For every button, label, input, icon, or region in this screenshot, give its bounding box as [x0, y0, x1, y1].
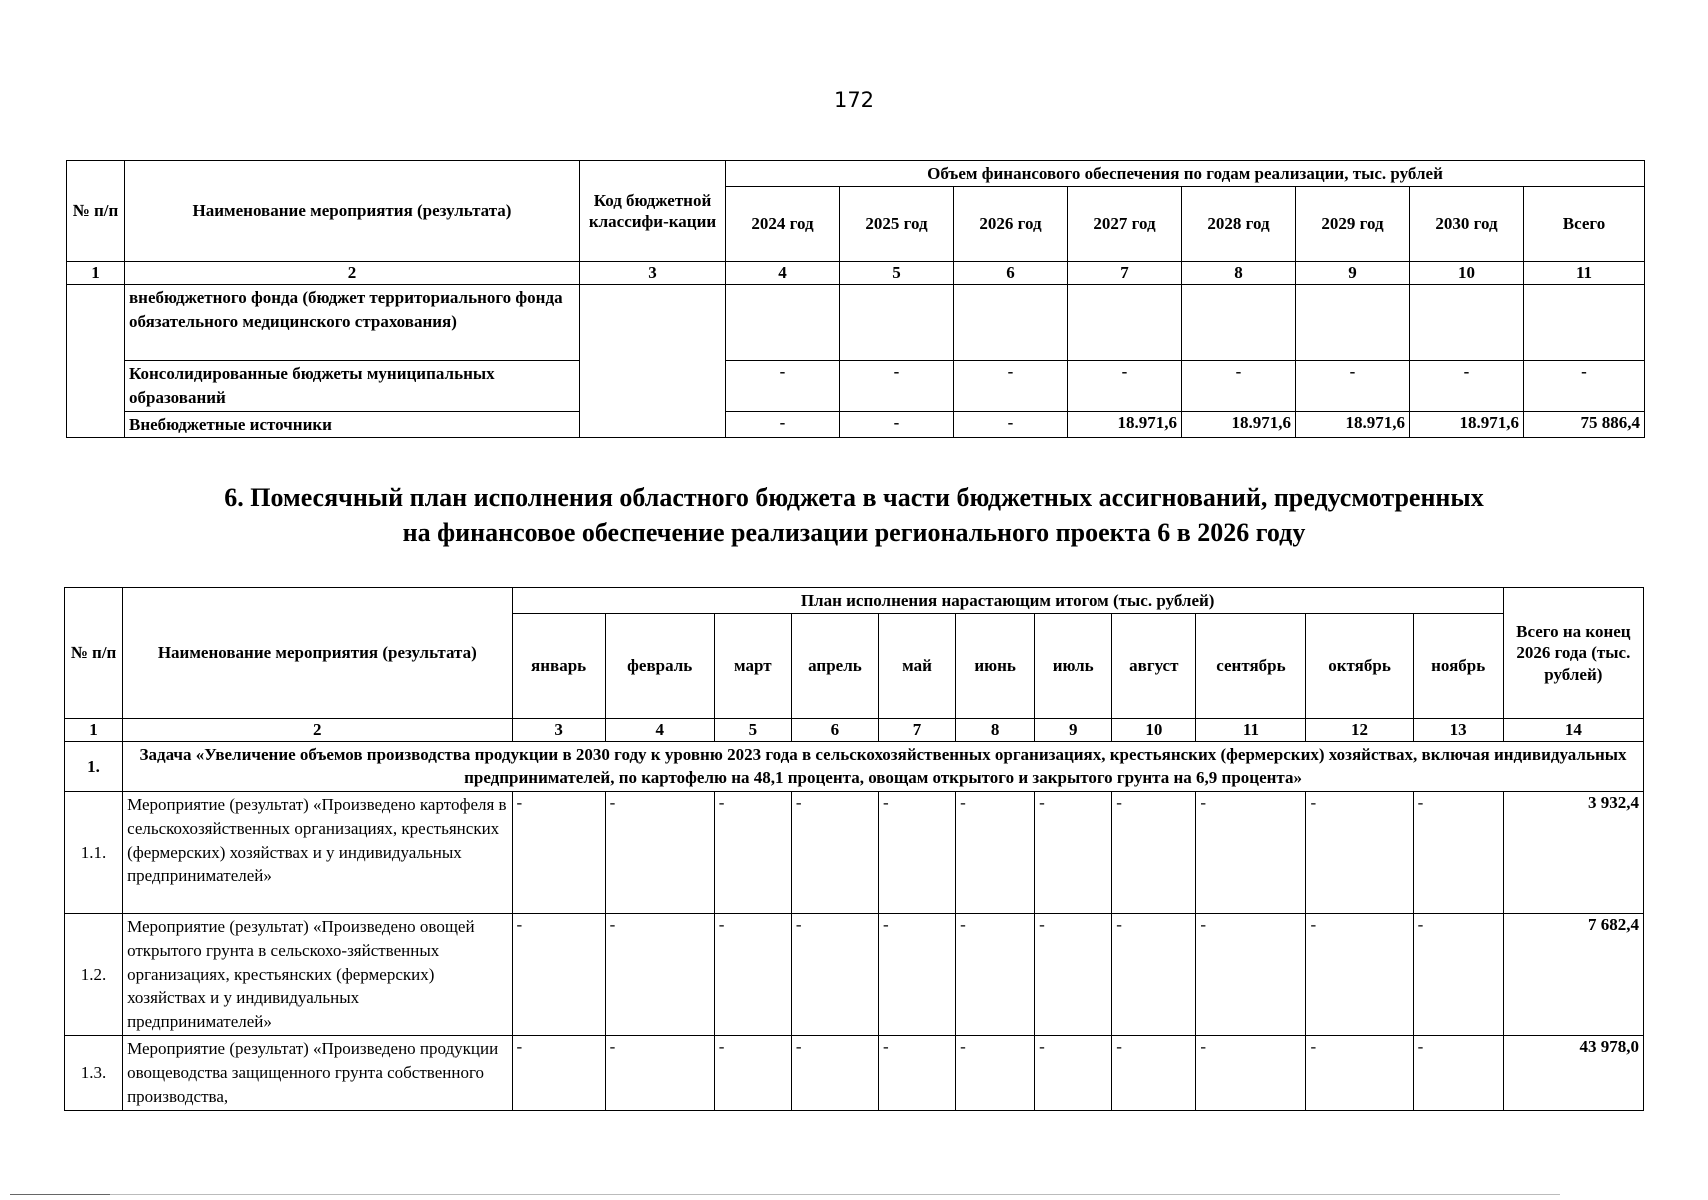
column-number: 3	[512, 719, 605, 742]
table-row	[65, 1036, 1644, 1111]
header-month: июль	[1035, 614, 1112, 719]
month-cell: -	[878, 792, 955, 914]
header-name: Наименование мероприятия (результата)	[123, 588, 512, 719]
month-cell: -	[1035, 1036, 1112, 1111]
column-number: 5	[714, 719, 791, 742]
header-year: 2029 год	[1296, 187, 1410, 262]
month-cell: -	[714, 914, 791, 1036]
month-cell: -	[956, 914, 1035, 1036]
table-row	[65, 792, 1644, 914]
code-cell	[580, 285, 726, 438]
column-number: 9	[1035, 719, 1112, 742]
value-cell	[954, 285, 1068, 361]
header-num: № п/п	[67, 161, 125, 262]
header-year: 2026 год	[954, 187, 1068, 262]
month-cell: -	[1112, 1036, 1196, 1111]
row-name: Мероприятие (результат) «Произведено продукции овощеводства защищенного грунта собственного производства,	[123, 1036, 512, 1111]
value-cell: 18.971,6	[1182, 411, 1296, 438]
row-name: внебюджетного фонда (бюджет территориального фонда обязательного медицинского страхования)	[125, 285, 580, 361]
row-number: 1.2.	[65, 914, 123, 1036]
footer-rule	[110, 1194, 1560, 1195]
value-cell: -	[1182, 361, 1296, 412]
month-cell: -	[791, 914, 878, 1036]
task-number: 1.	[65, 742, 123, 792]
total-cell: 3 932,4	[1503, 792, 1643, 914]
column-number: 1	[67, 262, 125, 285]
value-cell	[1182, 285, 1296, 361]
value-cell: 75 886,4	[1524, 411, 1645, 438]
header-month: январь	[512, 614, 605, 719]
month-cell: -	[956, 792, 1035, 914]
header-month: ноябрь	[1413, 614, 1503, 719]
header-month: март	[714, 614, 791, 719]
month-cell: -	[605, 792, 714, 914]
month-cell: -	[1306, 1036, 1413, 1111]
value-cell	[726, 285, 840, 361]
column-number: 8	[1182, 262, 1296, 285]
month-cell: -	[714, 1036, 791, 1111]
month-cell: -	[1196, 1036, 1306, 1111]
monthly-plan-table	[64, 587, 1644, 1111]
month-cell: -	[1413, 1036, 1503, 1111]
month-cell: -	[512, 914, 605, 1036]
total-cell: 7 682,4	[1503, 914, 1643, 1036]
month-cell: -	[791, 1036, 878, 1111]
value-cell: -	[954, 411, 1068, 438]
column-numbers-row	[67, 262, 1645, 285]
month-cell: -	[605, 1036, 714, 1111]
section-title-line: 6. Помесячный план исполнения областного бюджета в части бюджетных ассигнований, предусмотренных	[224, 483, 1484, 512]
month-cell: -	[1413, 792, 1503, 914]
column-number: 4	[605, 719, 714, 742]
header-total: Всего на конец 2026 года (тыс. рублей)	[1503, 588, 1643, 719]
month-cell: -	[1306, 914, 1413, 1036]
column-number: 2	[123, 719, 512, 742]
column-number: 1	[65, 719, 123, 742]
value-cell: 18.971,6	[1068, 411, 1182, 438]
table-row	[67, 361, 1645, 412]
header-total: Всего	[1524, 187, 1645, 262]
month-cell: -	[512, 792, 605, 914]
month-cell: -	[714, 792, 791, 914]
table-row	[65, 914, 1644, 1036]
value-cell: -	[1296, 361, 1410, 412]
header-year: 2028 год	[1182, 187, 1296, 262]
month-cell: -	[605, 914, 714, 1036]
row-name: Мероприятие (результат) «Произведено овощей открытого грунта в сельскохо-зяйственных организациях, крестьянских (фермерских) хозяйствах и у индивидуальных предпринимателей»	[123, 914, 512, 1036]
header-financing-group: Объем финансового обеспечения по годам реализации, тыс. рублей	[726, 161, 1645, 187]
header-num: № п/п	[65, 588, 123, 719]
column-number: 9	[1296, 262, 1410, 285]
value-cell: -	[1410, 361, 1524, 412]
row-name: Внебюджетные источники	[125, 411, 580, 438]
row-name: Консолидированные бюджеты муниципальных образований	[125, 361, 580, 412]
value-cell: -	[954, 361, 1068, 412]
month-cell: -	[1112, 792, 1196, 914]
column-number: 8	[956, 719, 1035, 742]
month-cell: -	[1112, 914, 1196, 1036]
column-number: 5	[840, 262, 954, 285]
month-cell: -	[1035, 914, 1112, 1036]
header-month: февраль	[605, 614, 714, 719]
month-cell: -	[1196, 792, 1306, 914]
column-number: 6	[954, 262, 1068, 285]
row-num-cell	[67, 285, 125, 438]
column-number: 3	[580, 262, 726, 285]
column-number: 6	[791, 719, 878, 742]
month-cell: -	[1196, 914, 1306, 1036]
header-month: октябрь	[1306, 614, 1413, 719]
total-cell: 43 978,0	[1503, 1036, 1643, 1111]
header-month: июнь	[956, 614, 1035, 719]
header-year: 2030 год	[1410, 187, 1524, 262]
table-row	[67, 411, 1645, 438]
column-numbers-row	[65, 719, 1644, 742]
value-cell	[1410, 285, 1524, 361]
header-month: август	[1112, 614, 1196, 719]
column-number: 10	[1112, 719, 1196, 742]
column-number: 12	[1306, 719, 1413, 742]
month-cell: -	[512, 1036, 605, 1111]
value-cell: 18.971,6	[1410, 411, 1524, 438]
month-cell: -	[1306, 792, 1413, 914]
column-number: 4	[726, 262, 840, 285]
value-cell: -	[840, 411, 954, 438]
task-row	[65, 742, 1644, 792]
header-year: 2027 год	[1068, 187, 1182, 262]
column-number: 13	[1413, 719, 1503, 742]
value-cell: 18.971,6	[1296, 411, 1410, 438]
value-cell	[1524, 285, 1645, 361]
header-month: сентябрь	[1196, 614, 1306, 719]
value-cell: -	[840, 361, 954, 412]
value-cell	[840, 285, 954, 361]
value-cell	[1068, 285, 1182, 361]
month-cell: -	[791, 792, 878, 914]
section-title	[0, 480, 1708, 550]
financing-table	[66, 160, 1645, 438]
column-number: 2	[125, 262, 580, 285]
row-number: 1.3.	[65, 1036, 123, 1111]
header-month: май	[878, 614, 955, 719]
column-number: 11	[1524, 262, 1645, 285]
value-cell: -	[726, 411, 840, 438]
row-name: Мероприятие (результат) «Произведено картофеля в сельскохозяйственных организациях, крестьянских (фермерских) хозяйствах и у индивидуальных предпринимателей»	[123, 792, 512, 914]
section-title-line: на финансовое обеспечение реализации регионального проекта 6 в 2026 году	[402, 518, 1306, 548]
header-name: Наименование мероприятия (результата)	[125, 161, 580, 262]
row-number: 1.1.	[65, 792, 123, 914]
month-cell: -	[1413, 914, 1503, 1036]
month-cell: -	[878, 1036, 955, 1111]
column-number: 14	[1503, 719, 1643, 742]
column-number: 7	[1068, 262, 1182, 285]
task-text: Задача «Увеличение объемов производства продукции в 2030 году к уровню 2023 года в сельскохозяйственных организациях, крестьянских (фермерских) хозяйствах, включая индивидуальных предпринимателей, по картофелю на 48,1 процента, овощам открытого и закрытого грунта на 6,9 процента»	[123, 742, 1644, 792]
header-month: апрель	[791, 614, 878, 719]
header-year: 2024 год	[726, 187, 840, 262]
month-cell: -	[878, 914, 955, 1036]
header-year: 2025 год	[840, 187, 954, 262]
column-number: 11	[1196, 719, 1306, 742]
table-row	[67, 285, 1645, 361]
value-cell	[1296, 285, 1410, 361]
month-cell: -	[1035, 792, 1112, 914]
month-cell: -	[956, 1036, 1035, 1111]
column-number: 10	[1410, 262, 1524, 285]
column-number: 7	[878, 719, 955, 742]
header-code: Код бюджетной классифи-кации	[580, 161, 726, 262]
header-plan-group: План исполнения нарастающим итогом (тыс. рублей)	[512, 588, 1503, 614]
value-cell: -	[1068, 361, 1182, 412]
value-cell: -	[726, 361, 840, 412]
page-number: 172	[833, 88, 875, 112]
value-cell: -	[1524, 361, 1645, 412]
